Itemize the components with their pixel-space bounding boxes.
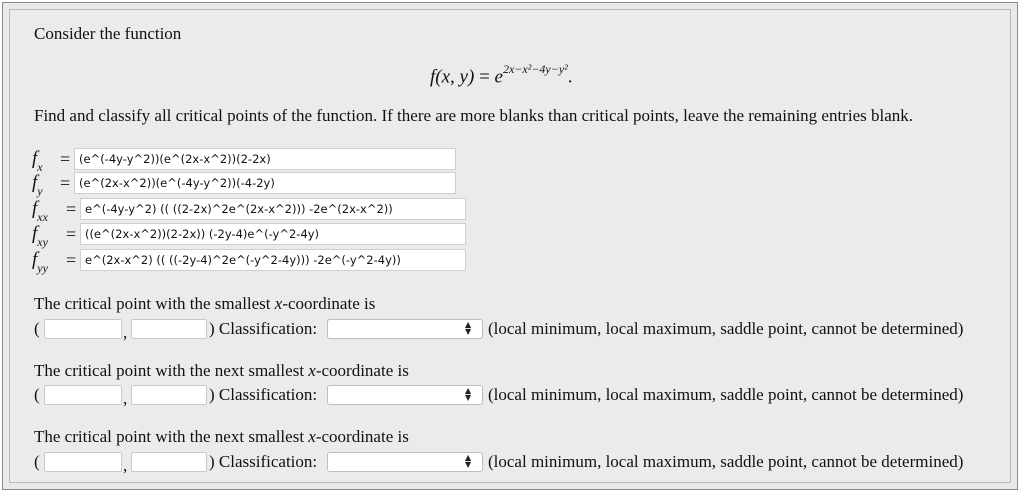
open-paren: ( — [34, 319, 40, 338]
comma: , — [123, 456, 128, 475]
formula-terminator: . — [567, 66, 573, 88]
fxx-answer-field[interactable]: e^(-4y-y^2) (( ((2-2x)^2e^(2x-x^2))) -2e^(2x-x^2)) — [80, 198, 466, 220]
derivative-label: $f_y$ — [32, 172, 43, 198]
fyy-answer-field[interactable]: e^(2x-x^2) (( ((-2y-4)^2e^(-y^2-4y))) -2e^(-y^2-4y)) — [80, 249, 466, 271]
comma: , — [123, 323, 128, 342]
function-formula — [430, 64, 573, 88]
critical-point-heading: The critical point with the next smallest x-coordinate is — [34, 361, 409, 380]
classification-label: ) Classification: — [209, 319, 318, 338]
derivative-equals: = — [60, 149, 71, 169]
cp2-x-input[interactable] — [44, 385, 122, 405]
formula-lhs: f(x, y) — [430, 66, 475, 88]
classification-options-hint: (local minimum, local maximum, saddle point, cannot be determined) — [488, 385, 964, 404]
question-frame — [2, 2, 1018, 490]
question-panel — [9, 9, 1011, 483]
derivative-label: $f_{xy}$ — [32, 223, 48, 249]
critical-point-row-3 — [34, 451, 1014, 473]
derivative-label: $f_x$ — [32, 148, 43, 174]
derivative-equals: = — [66, 250, 77, 270]
cp3-y-input[interactable] — [131, 452, 207, 472]
critical-point-row-2 — [34, 384, 1014, 406]
cp2-y-input[interactable] — [131, 385, 207, 405]
derivative-equals: = — [66, 199, 77, 219]
cp1-y-input[interactable] — [131, 319, 207, 339]
fy-answer-field[interactable]: (e^(2x-x^2))(e^(-4y-y^2))(-4-2y) — [74, 172, 456, 194]
formula-base: e — [494, 66, 503, 88]
question-instructions: Find and classify all critical points of the function. If there are more blanks than critical points, leave the remaining entries blank. — [34, 106, 913, 125]
critical-point-heading: The critical point with the next smallest x-coordinate is — [34, 427, 409, 446]
cp2-classification-select[interactable] — [327, 385, 483, 405]
derivative-equals: = — [66, 224, 77, 244]
comma: , — [123, 389, 128, 408]
derivative-label: $f_{xx}$ — [32, 198, 48, 224]
classification-options-hint: (local minimum, local maximum, saddle point, cannot be determined) — [488, 452, 964, 471]
derivative-label: $f_{yy}$ — [32, 249, 48, 275]
cp3-classification-select[interactable] — [327, 452, 483, 472]
classification-options-hint: (local minimum, local maximum, saddle point, cannot be determined) — [488, 319, 964, 338]
cp1-classification-select[interactable] — [327, 319, 483, 339]
updown-chevron-icon: ▲ ▼ — [465, 453, 472, 469]
fxy-answer-field[interactable]: ((e^(2x-x^2))(2-2x)) (-2y-4)e^(-y^2-4y) — [80, 223, 466, 245]
open-paren: ( — [34, 452, 40, 471]
classification-label: ) Classification: — [209, 452, 318, 471]
updown-chevron-icon: ▲ ▼ — [465, 386, 472, 402]
open-paren: ( — [34, 385, 40, 404]
fx-answer-field[interactable]: (e^(-4y-y^2))(e^(2x-x^2))(2-2x) — [74, 148, 456, 170]
critical-point-heading: The critical point with the smallest x-coordinate is — [34, 294, 376, 313]
question-intro: Consider the function — [34, 24, 182, 43]
derivative-equals: = — [60, 173, 71, 193]
updown-chevron-icon: ▲ ▼ — [465, 320, 472, 336]
cp1-x-input[interactable] — [44, 319, 122, 339]
critical-point-row-1 — [34, 318, 1014, 340]
formula-equals: = — [479, 66, 490, 88]
cp3-x-input[interactable] — [44, 452, 122, 472]
formula-exponent: 2x−x²−4y−y² — [502, 62, 568, 76]
classification-label: ) Classification: — [209, 385, 318, 404]
